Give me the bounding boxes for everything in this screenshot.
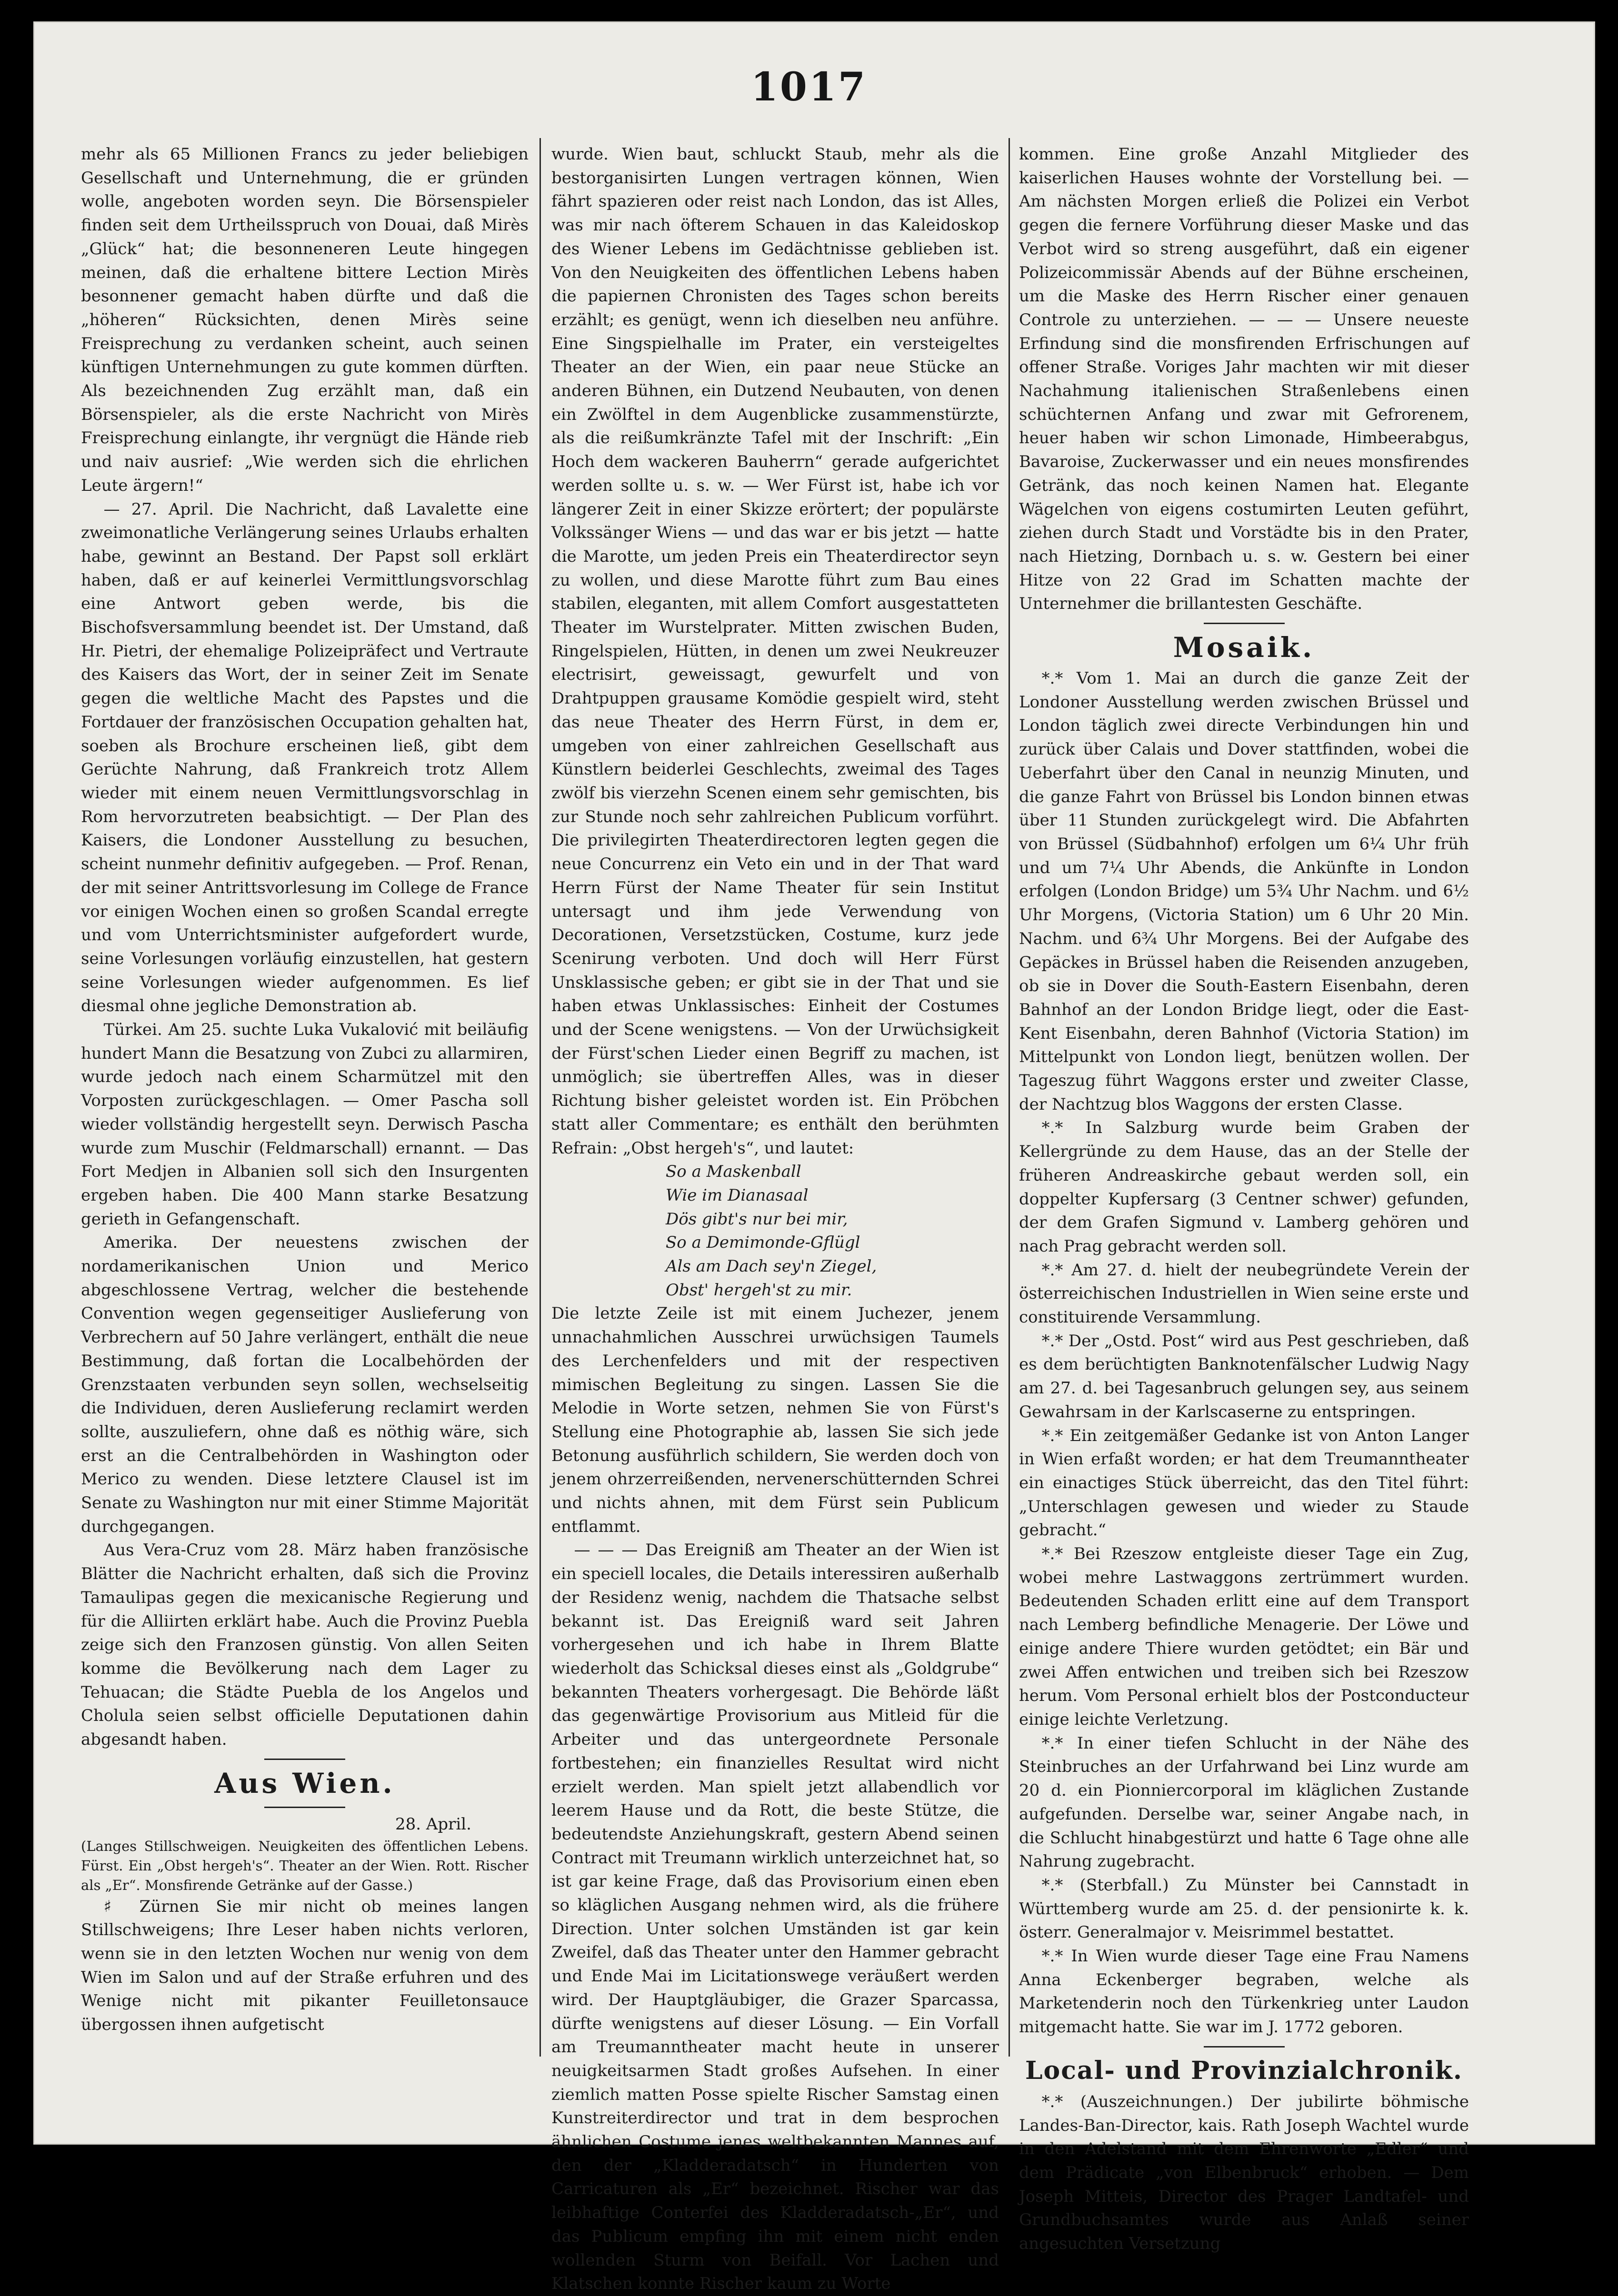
news-item: *.* In Salzburg wurde beim Graben der Kellergründe zu dem Hause, das an der Stelle der früheren Andreaskirche gebaut werden soll, ein doppelter Kupfersarg (3 Centner schwer) gefunden, der dem Grafen Sigmund v. Lamberg gehören und nach Prag gebracht werden soll. bbox=[1019, 1118, 1469, 1256]
news-item: *.* Am 27. d. hielt der neubegründete Verein der österreichischen Industriellen in Wien seine erste und constituirende Versammlung. bbox=[1019, 1260, 1469, 1327]
section-rule bbox=[264, 1759, 345, 1760]
news-item: *.* In einer tiefen Schlucht in der Nähe des Steinbruches an der Urfahrwand bei Linz wurde am 20 d. ein Pionniercorporal im kläglichen Zustande aufgefunden. Derselbe war, seiner Angabe nach, in die Schlucht hinabgestürzt und hatte 6 Tage ohne alle Nahrung zugebracht. bbox=[1019, 1733, 1469, 1871]
article-paragraph: wurde. Wien baut, schluckt Staub, mehr als die bestorganisirten Lungen vertragen können, Wien fährt spazieren oder reist nach London, das ist Alles, was mir nach öfterem Schauen in das Kaleidoskop des Wiener Lebens im Gedächtnisse geblieben ist. Von den Neuigkeiten des öffentlichen Lebens haben die papiernen Chronisten des Tages schon bereits erzählt; es genügt, wenn ich dieselben neu anführe. Eine Singspielhalle im Prater, ein versteigeltes Theater an der Wien, ein paar neue Stücke an anderen Bühnen, ein Dutzend Neubauten, von denen ein Zwölftel in dem Augenblicke zusammenstürzte, als die reißumkränzte Tafel mit der Inschrift: „Ein Hoch dem wackeren Bauherrn“ gerade aufgerichtet werden sollte u. s. w. — Wer Fürst ist, habe ich vor längerer Zeit in einer Skizze erörtert; der populärste Volkssänger Wiens — und das war er bis jetzt — hatte die Marotte, um jeden Preis ein Theaterdirector seyn zu wollen, und diese Marotte führt zum Bau eines stabilen, eleganten, mit allem Comfort ausgestatteten Theater im Wurstelprater. Mitten zwischen Buden, Ringelspielen, Hütten, in denen um zwei Neukreuzer electrisirt, geweissagt, gewurfelt und von Drahtpuppen grausame Komödie gespielt wird, steht das neue Theater des Herrn Fürst, in dem er, umgeben von einer zahlreichen Gesellschaft aus Künstlern beiderlei Geschlechts, zweimal des Tages zwölf bis vierzehn Scenen einem sehr gemischten, bis zur Stunde noch sehr zahlreichen Publicum vorführt. Die privilegirten Theaterdirectoren legten gegen die neue Concurrenz ein Veto ein und in der That ward Herrn Fürst der Name Theater für sein Institut untersagt und ihm jede Verwendung von Decorationen, Versetzstücken, Costume, kurz jede Scenirung verboten. Und doch will Herr Fürst Unsklassische geben; er gibt sie in der That und sie haben etwas Unklassisches: Einheit der Costumes und der Scene wenigstens. — Von der Urwüchsigkeit der Fürst'schen Lieder einen Begriff zu machen, ist unmöglich; sie übertreffen Alles, was in dieser Richtung bisher geleistet worden ist. Ein Pröbchen statt aller Commentare; es enthält den berühmten Refrain: „Obst hergeh's“, und lautet: bbox=[551, 145, 999, 1158]
section-rule bbox=[264, 1807, 345, 1808]
news-item: *.* Vom 1. Mai an durch die ganze Zeit der Londoner Ausstellung werden zwischen Brüssel und London täglich zwei directe Verbindungen hin und zurück über Calais und Dover stattfinden, wobei die Ueberfahrt über den Canal in neunzig Minuten, und die ganze Fahrt von Brüssel bis London binnen etwas über 11 Stunden zurückgelegt wird. Die Abfahrten von Brüssel (Südbahnhof) erfolgen um 6¼ Uhr früh und um 7¼ Uhr Abends, die Ankünfte in London erfolgen (London Bridge) um 5¾ Uhr Nachm. und 6½ Uhr Morgens, (Victoria Station) um 6 Uhr 20 Min. Nachm. und 6¾ Uhr Morgens. Bei der Aufgabe des Gepäckes in Brüssel haben die Reisenden anzugeben, ob sie in Dover die South-Eastern Eisenbahn, deren Bahnhof an der London Bridge liegt, oder die East-Kent Eisenbahn, deren Bahnhof (Victoria Station) im Mittelpunkt von London liegt, benützen wollen. Der Tageszug führt Waggons erster und zweiter Classe, der Nachtzug blos Waggons der ersten Classe. bbox=[1019, 669, 1469, 1114]
article-paragraph: Türkei. Am 25. suchte Luka Vukalović mit beiläufig hundert Mann die Besatzung von Zubci zu allarmiren, wurde jedoch nach einem Scharmützel mit den Vorposten zurückgeschlagen. — Omer Pascha soll wieder vollständig hergestellt seyn. Derwisch Pascha wurde zum Muschir (Feldmarschall) ernannt. — Das Fort Medjen in Albanien soll sich den Insurgenten ergeben haben. Die 400 Mann starke Besatzung gerieth in Gefangenschaft. bbox=[81, 1020, 529, 1229]
column-divider bbox=[1009, 138, 1010, 2057]
column-left bbox=[81, 143, 529, 2066]
verse-line: Dös gibt's nur bei mir, bbox=[666, 1209, 848, 1229]
section-heading-aus-wien: Aus Wien. bbox=[214, 1767, 395, 1799]
article-paragraph: Die letzte Zeile ist mit einem Juchezer, jenem unnachahmlichen Ausschrei urwüchsigen Taumels des Lerchenfelders und mit der respectiven mimischen Begleitung zu singen. Lassen Sie die Melodie in Worte setzen, nehmen Sie von Fürst's Stellung eine Photographie ab, lassen Sie sich jede Betonung ausführlich schildern, Sie werden doch von jenem ohrzerreißenden, nervenerschütternden Schrei und nichts ahnen, mit dem Fürst sein Publicum entflammt. bbox=[551, 1304, 999, 1536]
verse-line: So a Demimonde-Gflügl bbox=[666, 1233, 860, 1252]
song-verse bbox=[551, 1160, 999, 1302]
article-paragraph: ♯ Zürnen Sie mir nicht ob meines langen Stillschweigens; Ihre Leser haben nichts verloren, wenn sie in den letzten Wochen nur wenig von dem Wien im Salon und auf der Straße erfuhren und des Wenige nicht mit pikanter Feuilletonsauce übergossen ihnen aufgetischt bbox=[81, 1897, 529, 2035]
section-summary: (Langes Stillschweigen. Neuigkeiten des öffentlichen Lebens. Fürst. Ein „Obst hergeh's“. Theater an der Wien. Rott. Rischer als „Er“. Monsfirende Getränke auf der Gasse.) bbox=[81, 1838, 529, 1893]
article-paragraph: Amerika. Der neuestens zwischen der nordamerikanischen Union und Merico abgeschlossene Vertrag, welcher die bestehende Convention wegen gegenseitiger Auslieferung von Verbrechern auf 50 Jahre verlängert, enthält die neue Bestimmung, daß fortan die Localbehörden der Grenzstaaten verbunden seyn sollen, wechselseitig die Individuen, deren Auslieferung reclamirt werden sollte, auszuliefern, ohne daß es nöthig wäre, sich erst an die Centralbehörden in Washington oder Merico zu wenden. Diese letztere Clausel ist im Senate zu Washington nur mit einer Stimme Majorität durchgegangen. bbox=[81, 1233, 529, 1536]
news-item: *.* (Auszeichnungen.) Der jubilirte böhmische Landes-Ban-Director, kais. Rath Joseph Wachtel wurde in den Adelstand mit dem Ehrenworte „Edler“ und dem Prädicate „von Elbenbruck“ erhoben. — Dem Joseph Mitteis, Director des Prager Landtafel- und Grundbuchsamtes wurde aus Anlaß seiner angesuchten Versetzung bbox=[1019, 2092, 1469, 2254]
column-divider bbox=[539, 138, 541, 2057]
section-heading-local-chronik: Local- und Provinzialchronik. bbox=[1025, 2056, 1463, 2085]
verse-line: So a Maskenball bbox=[666, 1162, 801, 1182]
page-number: 1017 bbox=[750, 64, 868, 110]
column-right bbox=[1019, 143, 1469, 2254]
verse-line: Obst' hergeh'st zu mir. bbox=[666, 1280, 852, 1300]
news-item: *.* In Wien wurde dieser Tage eine Frau Namens Anna Eckenberger begraben, welche als Marketenderin noch den Türkenkrieg unter Laudon mitgemacht hatte. Sie war im J. 1772 geboren. bbox=[1019, 1947, 1469, 2037]
verse-line: Als am Dach sey'n Ziegel, bbox=[666, 1257, 877, 1276]
news-item: *.* Bei Rzeszow entgleiste dieser Tage ein Zug, wobei mehre Lastwaggons zertrümmert wurden. Bedeutenden Schaden erlitt eine auf dem Transport nach Lemberg befindliche Menagerie. Der Löwe und einige andere Thiere wurden getödtet; ein Bär und zwei Affen entwichen und treiben sich bei Rzeszow herum. Vom Personal erhielt blos der Postconducteur einige leichte Verletzung. bbox=[1019, 1544, 1469, 1729]
article-paragraph: mehr als 65 Millionen Francs zu jeder beliebigen Gesellschaft und Unternehmung, die er gründen wolle, angeboten worden seyn. Die Börsenspieler finden seit dem Urtheilsspruch von Douai, daß Mirès „Glück“ hat; die besonneneren Leute hingegen meinen, daß die erhaltene bittere Lection Mirès besonnener gemacht haben dürfte und daß die „höheren“ Rücksichten, denen Mirès seine Freisprechung zu verdanken scheint, auch seinen künftigen Unternehmungen zu gute kommen dürften. Als bezeichnenden Zug erzählt man, daß ein Börsenspieler, als die erste Nachricht von Mirès Freisprechung einlangte, ihr vergnügt die Hände rieb und naiv ausrief: „Wie werden sich die ehrlichen Leute ärgern!“ bbox=[81, 145, 529, 495]
news-item: *.* Der „Ostd. Post“ wird aus Pest geschrieben, daß es dem berüchtigten Banknotenfälscher Ludwig Nagy am 27. d. bei Tagesanbruch gelungen sey, aus seinem Gewahrsam in der Karlscaserne zu entspringen. bbox=[1019, 1331, 1469, 1421]
section-rule bbox=[1204, 623, 1285, 624]
article-paragraph: — — — Das Ereigniß am Theater an der Wien ist ein speciell locales, die Details interessiren außerhalb der Residenz wenig, nachdem die Thatsache selbst bekannt ist. Das Ereigniß ward seit Jahren vorhergesehen und ich habe in Ihrem Blatte wiederholt das Schicksal dieses einst als „Goldgrube“ bekannten Theaters vorhergesagt. Die Behörde läßt das gegenwärtige Provisorium aus Mitleid für die Arbeiter und das untergeordnete Personale fortbestehen; ein finanzielles Resultat wird nicht erzielt werden. Man spielt jetzt allabendlich vor leerem Hause und da Rott, die beste Stütze, die bedeutendste Anziehungskraft, gestern Abend seinen Contract mit Treumann wirklich unterzeichnet hat, so ist gar keine Frage, daß das Provisorium einen eben so kläglichen Ausgang nehmen wird, als die frühere Direction. Unter solchen Umständen ist gar kein Zweifel, daß das Theater unter den Hammer gebracht und Ende Mai im Licitationswege veräußert werden wird. Der Hauptgläubiger, die Grazer Sparcassa, dürfte wenigstens auf dieser Lösung. — Ein Vorfall am Treumanntheater macht heute in unserer neuigkeitsarmen Stadt großes Aufsehen. In einer ziemlich matten Posse spielte Rischer Samstag einen Kunstreiterdirector und trat in dem besprochen ähnlichen Costume jenes weltbekannten Mannes auf, den der „Kladderadatsch“ in Hunderten von Carricaturen als „Er“ bezeichnet. Rischer war das leibhaftige Conterfei des Kladderadatsch-„Er“, und das Publicum empfing ihn mit einem nicht enden wollenden Sturm von Beifall. Vor Lachen und Klatschen konnte Rischer kaum zu Worte bbox=[551, 1541, 999, 2294]
column-middle bbox=[551, 143, 999, 2294]
article-paragraph: — 27. April. Die Nachricht, daß Lavalette eine zweimonatliche Verlängerung seines Urlaubs erhalten habe, gewinnt an Bestand. Der Papst soll erklärt haben, daß er auf keinerlei Vermittlungsvorschlag eine Antwort geben werde, bis die Bischofsversammlung beendet ist. Der Umstand, daß Hr. Pietri, der ehemalige Polizeipräfect und Vertraute des Kaisers das Wort, der in seiner Zeit im Senate gegen die weltliche Macht des Papstes und die Fortdauer der französischen Occupation gehalten hat, soeben als Brochure erscheinen ließ, gibt dem Gerüchte Nahrung, daß Frankreich trotz Allem wieder mit einem neuen Vermittlungsvorschlag in Rom hervorzutreten beabsichtigt. — Der Plan des Kaisers, die Londoner Ausstellung zu besuchen, scheint nunmehr definitiv aufgegeben. — Prof. Renan, der mit seiner Antrittsvorlesung im College de France vor einigen Wochen einen so großen Scandal erregte und vom Unterrichtsminister aufgefordert wurde, seine Vorlesungen vorläufig einzustellen, hat gestern seine Vorlesungen wieder aufgenommen. Es lief diesmal ohne jegliche Demonstration ab. bbox=[81, 499, 529, 1016]
article-paragraph: Aus Vera-Cruz vom 28. März haben französische Blätter die Nachricht erhalten, daß sich die Provinz Tamaulipas gegen die mexicanische Regierung und für die Alliirten erklärt habe. Auch die Provinz Puebla zeige sich den Franzosen günstig. Von allen Seiten komme die Bevölkerung nach dem Lager zu Tehuacan; die Städte Puebla de los Angelos und Cholula seien selbst officielle Deputationen dahin abgesandt haben. bbox=[81, 1541, 529, 1749]
section-rule bbox=[1204, 2046, 1285, 2048]
news-item: *.* (Sterbfall.) Zu Münster bei Cannstadt in Württemberg wurde am 25. d. der pensionirte k. k. österr. Generalmajor v. Meisrimmel bestattet. bbox=[1019, 1875, 1469, 1942]
article-paragraph: kommen. Eine große Anzahl Mitglieder des kaiserlichen Hauses wohnte der Vorstellung bei. — Am nächsten Morgen erließ die Polizei ein Verbot gegen die fernere Vorführung dieser Maske und das Verbot wird so streng ausgeführt, daß ein eigener Polizeicommissär Abends auf der Bühne erscheinen, um die Maske des Herrn Rischer einer genauen Controle zu unterziehen. — — — Unsere neueste Erfindung sind die monsfirenden Erfrischungen auf offener Straße. Voriges Jahr machten wir mit dieser Nachahmung italienischen Straßenlebens einen schüchternen Anfang und zwar mit Gefrorenem, heuer haben wir schon Limonade, Himbeerabgus, Bavaroise, Zuckerwasser und ein neues monsfirendes Getränk, das noch keinen Namen hat. Elegante Wägelchen von eigens costumirten Leuten geführt, ziehen durch Stadt und Vorstädte bis in den Prater, nach Hietzing, Dornbach u. s. w. Gestern bei einer Hitze von 22 Grad im Schatten machte der Unternehmer die brillantesten Geschäfte. bbox=[1019, 145, 1469, 614]
dateline: 28. April. bbox=[395, 1814, 471, 1834]
news-item: *.* Ein zeitgemäßer Gedanke ist von Anton Langer in Wien erfaßt worden; er hat dem Treumanntheater ein einactiges Stück überreicht, das den Titel führt: „Unterschlagen gewesen und wieder zu Staude gebracht.“ bbox=[1019, 1426, 1469, 1540]
section-heading-mosaik: Mosaik. bbox=[1173, 631, 1315, 664]
verse-line: Wie im Dianasaal bbox=[666, 1185, 809, 1205]
